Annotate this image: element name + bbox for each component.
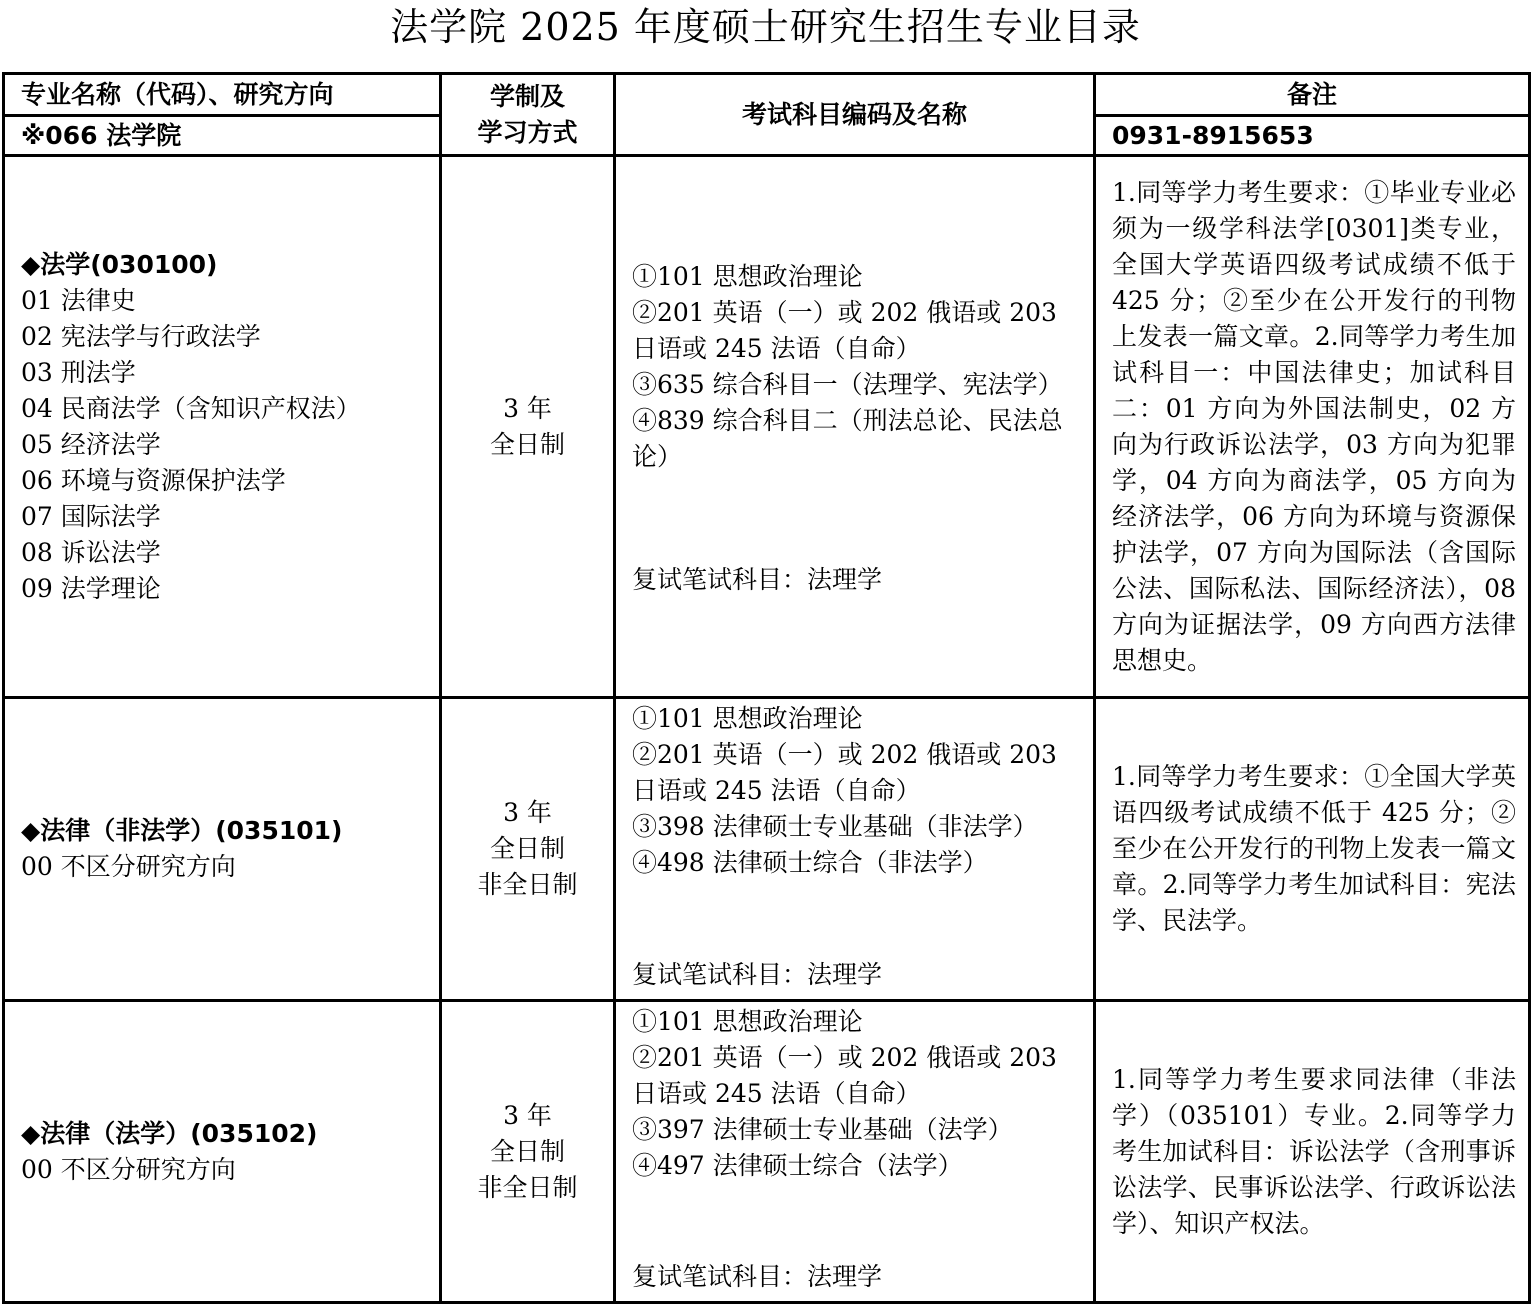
exam-item: ②201 英语（一）或 202 俄语或 203 日语或 245 法语（自命） [632, 740, 1057, 805]
direction-item: 08 诉讼法学 [21, 537, 161, 567]
duration-mode: 非全日制 [477, 870, 578, 899]
direction-item: 00 不区分研究方向 [21, 852, 236, 881]
exam-cell [615, 698, 1095, 1001]
direction-item: 02 宪法学与行政法学 [21, 321, 261, 351]
header-notes: 备注 [1095, 74, 1530, 116]
exam-list [632, 259, 1081, 475]
exam-item: ①101 思想政治理论 [632, 1007, 863, 1036]
duration-cell [441, 156, 615, 698]
table-row [4, 698, 1530, 1001]
department-phone: 0931-8915653 [1095, 116, 1530, 156]
header-row [4, 74, 1530, 116]
exam-item: ③635 综合科目一（法理学、宪法学） [632, 370, 1063, 399]
notes-cell: 1.同等学力考生要求：①毕业专业必须为一级学科法学[0301]类专业，全国大学英语四级考试成绩不低于 425 分；②至少在公开发行的刊物上发表一篇文章。2.同等学力考生加试科目一：中国法律史；加试科目二：01 方向为外国法制史，02 方向为行政诉讼法学，03 方向为犯罪学，04 方向为商法学，05 方向为经济法学，06 方向为环境与资源保护法学，07 方向为国际法（含国际公法、国际私法、国际经济法），08 方向为证据法学，09 方向西方法律思想史。 [1095, 156, 1530, 698]
direction-item: 01 法律史 [21, 285, 136, 315]
department-name: ※066 法学院 [4, 116, 441, 156]
exam-list [632, 1004, 1081, 1184]
major-title: ◆法律（非法学）(035101) [21, 816, 343, 845]
notes-cell: 1.同等学力考生要求：①全国大学英语四级考试成绩不低于 425 分；②至少在公开发行的刊物上发表一篇文章。2.同等学力考生加试科目：宪法学、民法学。 [1095, 698, 1530, 1001]
direction-item: 06 环境与资源保护法学 [21, 465, 286, 495]
duration-mode: 非全日制 [477, 1172, 578, 1202]
direction-item: 09 法学理论 [21, 573, 161, 603]
catalog-table [2, 72, 1531, 1304]
duration-mode: 全日制 [489, 429, 565, 459]
header-major: 专业名称（代码）、研究方向 [4, 74, 441, 116]
header-duration-line1: 学制及 [489, 81, 565, 111]
exam-item: ②201 英语（一）或 202 俄语或 203 日语或 245 法语（自命） [632, 1043, 1057, 1108]
major-title: ◆法律（法学）(035102) [21, 1118, 318, 1148]
direction-item: 03 刑法学 [21, 357, 136, 387]
exam-item: ①101 思想政治理论 [632, 262, 863, 291]
duration-years: 3 年 [503, 1100, 552, 1130]
major-title: ◆法学(030100) [21, 249, 218, 279]
major-cell [4, 156, 441, 698]
exam-item: ④839 综合科目二（刑法总论、民法总论） [632, 406, 1063, 471]
duration-years: 3 年 [503, 393, 552, 423]
duration-years: 3 年 [503, 798, 552, 827]
duration-cell [441, 698, 615, 1001]
duration-mode: 全日制 [489, 834, 565, 863]
exam-cell [615, 1001, 1095, 1303]
exam-item: ③398 法律硕士专业基础（非法学） [632, 812, 1038, 841]
exam-item: ②201 英语（一）或 202 俄语或 203 日语或 245 法语（自命） [632, 298, 1057, 363]
exam-item: ①101 思想政治理论 [632, 704, 863, 733]
duration-cell [441, 1001, 615, 1303]
direction-item: 00 不区分研究方向 [21, 1154, 236, 1184]
major-cell [4, 698, 441, 1001]
retest-subject: 复试笔试科目：法理学 [632, 565, 883, 594]
major-cell [4, 1001, 441, 1303]
exam-item: ④497 法律硕士综合（法学） [632, 1151, 963, 1180]
table-row [4, 156, 1530, 698]
retest-subject: 复试笔试科目：法理学 [632, 960, 883, 989]
exam-list [632, 701, 1081, 881]
header-duration-line2: 学习方式 [477, 117, 578, 147]
page-title: 法学院 2025 年度硕士研究生招生专业目录 [390, 5, 1141, 49]
table-row [4, 1001, 1530, 1303]
direction-item: 04 民商法学（含知识产权法） [21, 393, 361, 423]
notes-cell: 1.同等学力考生要求同法律（非法学）（035101）专业。2.同等学力考生加试科目：诉讼法学（含刑事诉讼法学、民事诉讼法学、行政诉讼法学）、知识产权法。 [1095, 1001, 1530, 1303]
header-exam: 考试科目编码及名称 [615, 74, 1095, 156]
direction-item: 05 经济法学 [21, 429, 161, 459]
direction-item: 07 国际法学 [21, 501, 161, 531]
retest-subject: 复试笔试科目：法理学 [632, 1262, 883, 1291]
header-duration [441, 74, 615, 156]
exam-cell [615, 156, 1095, 698]
duration-mode: 全日制 [489, 1136, 565, 1166]
exam-item: ③397 法律硕士专业基础（法学） [632, 1115, 1013, 1144]
exam-item: ④498 法律硕士综合（非法学） [632, 848, 988, 877]
